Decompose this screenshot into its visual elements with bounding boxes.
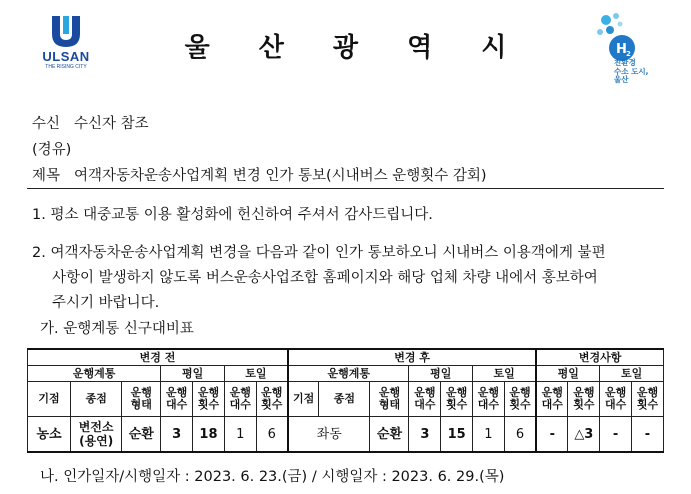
before-wd-vehicles-header: 운행 대수 xyxy=(161,382,193,417)
hydrogen-city-text: 친환경 수소 도시, 울산 xyxy=(614,58,649,84)
route-comparison-table xyxy=(27,348,664,453)
via-line: (경유) xyxy=(32,142,72,158)
before-type: 순환 xyxy=(122,417,161,453)
table-row xyxy=(28,417,664,453)
change-we-vehicles: - xyxy=(600,417,632,453)
before-we-vehicles: 1 xyxy=(224,417,256,453)
change-wd-vehicles: - xyxy=(536,417,568,453)
after-wd-vehicles: 3 xyxy=(409,417,441,453)
item-1: 1. 평소 대중교통 이용 활성화에 헌신하여 주셔서 감사드립니다. xyxy=(32,207,433,223)
sub-item-a: 가. 운행계통 신구대비표 xyxy=(40,321,194,337)
after-weekend-header: 토일 xyxy=(473,366,537,382)
subject-label: 제목 xyxy=(32,168,61,184)
before-weekend-header: 토일 xyxy=(224,366,288,382)
header-divider xyxy=(27,188,664,189)
before-dest-header: 종점 xyxy=(71,382,122,417)
before-we-trips-header: 운행 횟수 xyxy=(256,382,288,417)
before-wd-trips-header: 운행 횟수 xyxy=(193,382,225,417)
after-wd-trips-header: 운행 횟수 xyxy=(441,382,473,417)
hydrogen-bubbles-icon xyxy=(592,12,664,62)
logo-tagline: THE RISING CITY xyxy=(45,64,87,70)
after-route-header: 운행계통 xyxy=(288,366,409,382)
before-we-vehicles-header: 운행 대수 xyxy=(224,382,256,417)
recipient-label: 수신 xyxy=(32,116,61,132)
after-weekday-header: 평일 xyxy=(409,366,473,382)
after-we-trips-header: 운행 횟수 xyxy=(504,382,536,417)
change-weekend-header: 토일 xyxy=(600,366,664,382)
svg-text:H: H xyxy=(616,42,627,57)
item-2-line-1: 2. 여객자동차운송사업계획 변경을 다음과 같이 인가 통보하오니 시내버스 이용객에게 불편 xyxy=(32,245,606,261)
before-wd-trips: 18 xyxy=(193,417,225,453)
before-type-header: 운행 형태 xyxy=(122,382,161,417)
sub-item-b: 나. 인가일자/시행일자 : 2023. 6. 23.(금) / 시행일자 : 2023. 6. 29.(목) xyxy=(40,469,505,485)
change-we-vehicles-header: 운행 대수 xyxy=(600,382,632,417)
after-wd-trips: 15 xyxy=(441,417,473,453)
change-we-trips: - xyxy=(632,417,664,453)
item-2-line-3: 주시기 바랍니다. xyxy=(52,295,160,311)
change-we-trips-header: 운행 횟수 xyxy=(632,382,664,417)
recipient-line xyxy=(32,114,149,134)
after-we-trips: 6 xyxy=(504,417,536,453)
before-we-trips: 6 xyxy=(256,417,288,453)
logo-wordmark: ULSAN xyxy=(42,49,90,64)
after-origin-header: 기점 xyxy=(288,382,319,417)
hydrogen-city-logo xyxy=(592,12,664,92)
after-we-vehicles: 1 xyxy=(473,417,505,453)
group-change: 변경사항 xyxy=(536,349,663,366)
after-dest-header: 종점 xyxy=(319,382,370,417)
before-dest: 변전소 (용연) xyxy=(71,417,122,453)
before-route-header: 운행계통 xyxy=(28,366,161,382)
page-title: 울 산 광 역 시 xyxy=(184,33,527,63)
after-we-vehicles-header: 운행 대수 xyxy=(473,382,505,417)
before-weekday-header: 평일 xyxy=(161,366,225,382)
after-origin: 좌동 xyxy=(288,417,370,453)
after-type: 순환 xyxy=(370,417,409,453)
group-before: 변경 전 xyxy=(28,349,288,366)
svg-text:2: 2 xyxy=(626,50,631,58)
after-type-header: 운행 형태 xyxy=(370,382,409,417)
before-origin: 농소 xyxy=(28,417,71,453)
before-origin-header: 기점 xyxy=(28,382,71,417)
change-wd-trips: △3 xyxy=(568,417,600,453)
recipient-value: 수신자 참조 xyxy=(74,116,149,132)
subject-value: 여객자동차운송사업계획 변경 인가 통보(시내버스 운행횟수 감회) xyxy=(74,168,487,184)
before-wd-vehicles: 3 xyxy=(161,417,193,453)
after-wd-vehicles-header: 운행 대수 xyxy=(409,382,441,417)
group-after: 변경 후 xyxy=(288,349,536,366)
item-2-line-2: 사항이 발생하지 않도록 버스운송사업조합 홈페이지와 해당 업체 차량 내에서 홍보하여 xyxy=(52,270,598,286)
subject-line xyxy=(32,166,487,186)
change-wd-vehicles-header: 운행 대수 xyxy=(536,382,568,417)
change-weekday-header: 평일 xyxy=(536,366,600,382)
change-wd-trips-header: 운행 횟수 xyxy=(568,382,600,417)
